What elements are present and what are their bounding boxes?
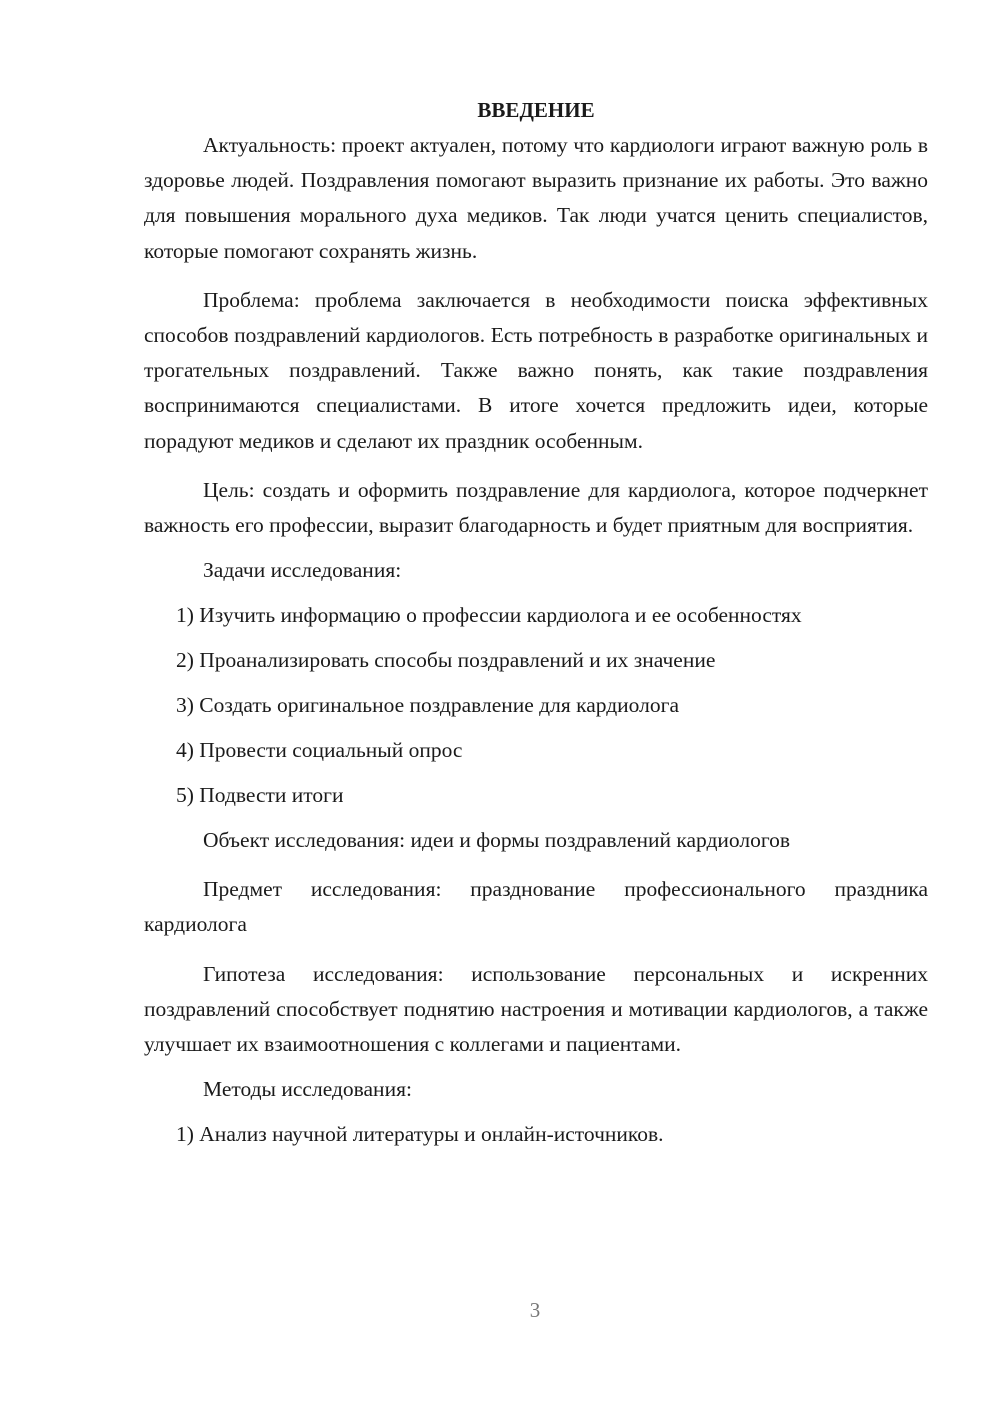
page-content (144, 92, 928, 1152)
problem-paragraph: Проблема: проблема заключается в необходимости поиска эффективных способов поздравлений кардиологов. Есть потребность в разработке оригинальных и трогательных поздравлений. Также важно понять, как такие поздравления воспринимаются специалистами. В итоге хочется предложить идеи, которые порадуют медиков и сделают их праздник особенным. (144, 287, 928, 453)
page-number: 3 (529, 1298, 541, 1322)
object-paragraph: Объект исследования: идеи и формы поздравлений кардиологов (203, 828, 791, 853)
subject-paragraph: Предмет исследования: празднование профессионального праздника кардиолога (144, 877, 928, 937)
task-item-1: 1) Изучить информацию о профессии кардиолога и ее особенностях (176, 603, 802, 628)
hypothesis-paragraph: Гипотеза исследования: использование персональных и искренних поздравлений способствует поднятию настроения и мотивации кардиологов, а также улучшает их взаимоотношения с коллегами и пациентами. (144, 961, 928, 1057)
task-item-3: 3) Создать оригинальное поздравление для кардиолога (176, 693, 679, 718)
task-item-2: 2) Проанализировать способы поздравлений и их значение (176, 648, 716, 673)
tasks-heading: Задачи исследования: (203, 558, 402, 583)
methods-list (144, 1117, 928, 1152)
methods-heading: Методы исследования: (203, 1077, 412, 1102)
tasks-list (144, 598, 928, 813)
section-title: ВВЕДЕНИЕ (477, 98, 595, 122)
goal-paragraph: Цель: создать и оформить поздравление для кардиолога, которое подчеркнет важность его профессии, выразит благодарность и будет приятным для восприятия. (144, 477, 928, 538)
relevance-paragraph: Актуальность: проект актуален, потому что кардиологи играют важную роль в здоровье людей. Поздравления помогают выразить признание их работы. Это важно для повышения морального духа медиков. Так люди учатся ценить специалистов, которые помогают сохранять жизнь. (144, 133, 928, 263)
method-item-1: 1) Анализ научной литературы и онлайн-источников. (176, 1122, 664, 1147)
task-item-4: 4) Провести социальный опрос (176, 738, 463, 763)
task-item-5: 5) Подвести итоги (176, 783, 344, 808)
